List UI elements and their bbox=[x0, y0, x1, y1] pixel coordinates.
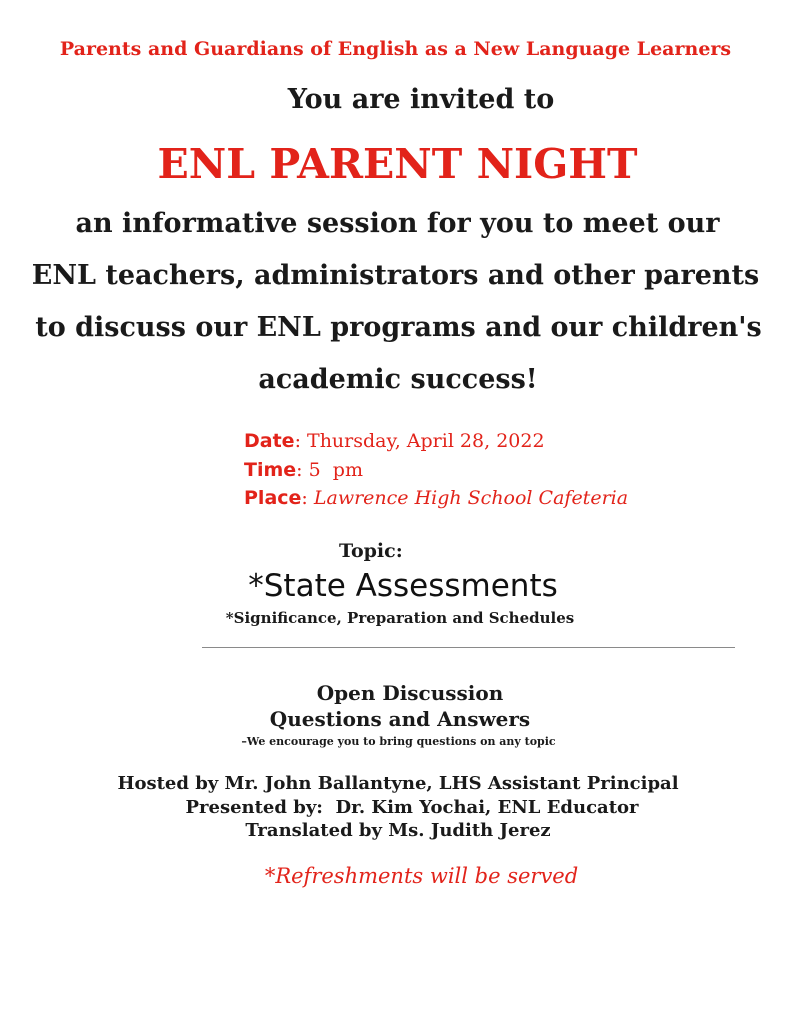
refreshments-note: *Refreshments will be served bbox=[264, 864, 579, 888]
flyer-header: Parents and Guardians of English as a New Language Learners bbox=[59, 38, 732, 60]
topic-title: *State Assessments bbox=[248, 568, 558, 604]
time-value: 5 pm bbox=[308, 459, 363, 481]
discussion-title: Open Discussion bbox=[316, 681, 504, 705]
place-value: Lawrence High School Cafeteria bbox=[313, 487, 629, 509]
time-row: Time: 5 pm bbox=[244, 459, 363, 481]
discussion-note: –We encourage you to bring questions on any topic bbox=[241, 735, 556, 748]
topic-subtitle: *Significance, Preparation and Schedules bbox=[225, 609, 575, 627]
description-line-4: academic success! bbox=[258, 364, 538, 395]
description-line-2: ENL teachers, administrators and other parents bbox=[31, 260, 760, 291]
place-row: Place: Lawrence High School Cafeteria bbox=[244, 487, 629, 509]
place-label: Place bbox=[244, 487, 302, 509]
topic-label: Topic: bbox=[339, 540, 403, 562]
description-line-3: to discuss our ENL programs and our children's bbox=[35, 312, 762, 343]
date-value: Thursday, April 28, 2022 bbox=[307, 430, 545, 452]
section-divider bbox=[202, 647, 735, 648]
time-label: Time bbox=[244, 459, 297, 481]
presented-by-credit: Presented by: Dr. Kim Yochai, ENL Educator bbox=[185, 797, 639, 818]
date-label: Date bbox=[244, 430, 295, 452]
discussion-subtitle: Questions and Answers bbox=[269, 707, 531, 731]
invitation-line: You are invited to bbox=[287, 84, 555, 115]
date-row: Date: Thursday, April 28, 2022 bbox=[244, 430, 545, 452]
translated-by-credit: Translated by Ms. Judith Jerez bbox=[245, 820, 551, 841]
description-line-1: an informative session for you to meet our bbox=[75, 208, 720, 239]
event-title: ENL PARENT NIGHT bbox=[157, 140, 638, 188]
hosted-by-credit: Hosted by Mr. John Ballantyne, LHS Assistant Principal bbox=[117, 773, 679, 794]
